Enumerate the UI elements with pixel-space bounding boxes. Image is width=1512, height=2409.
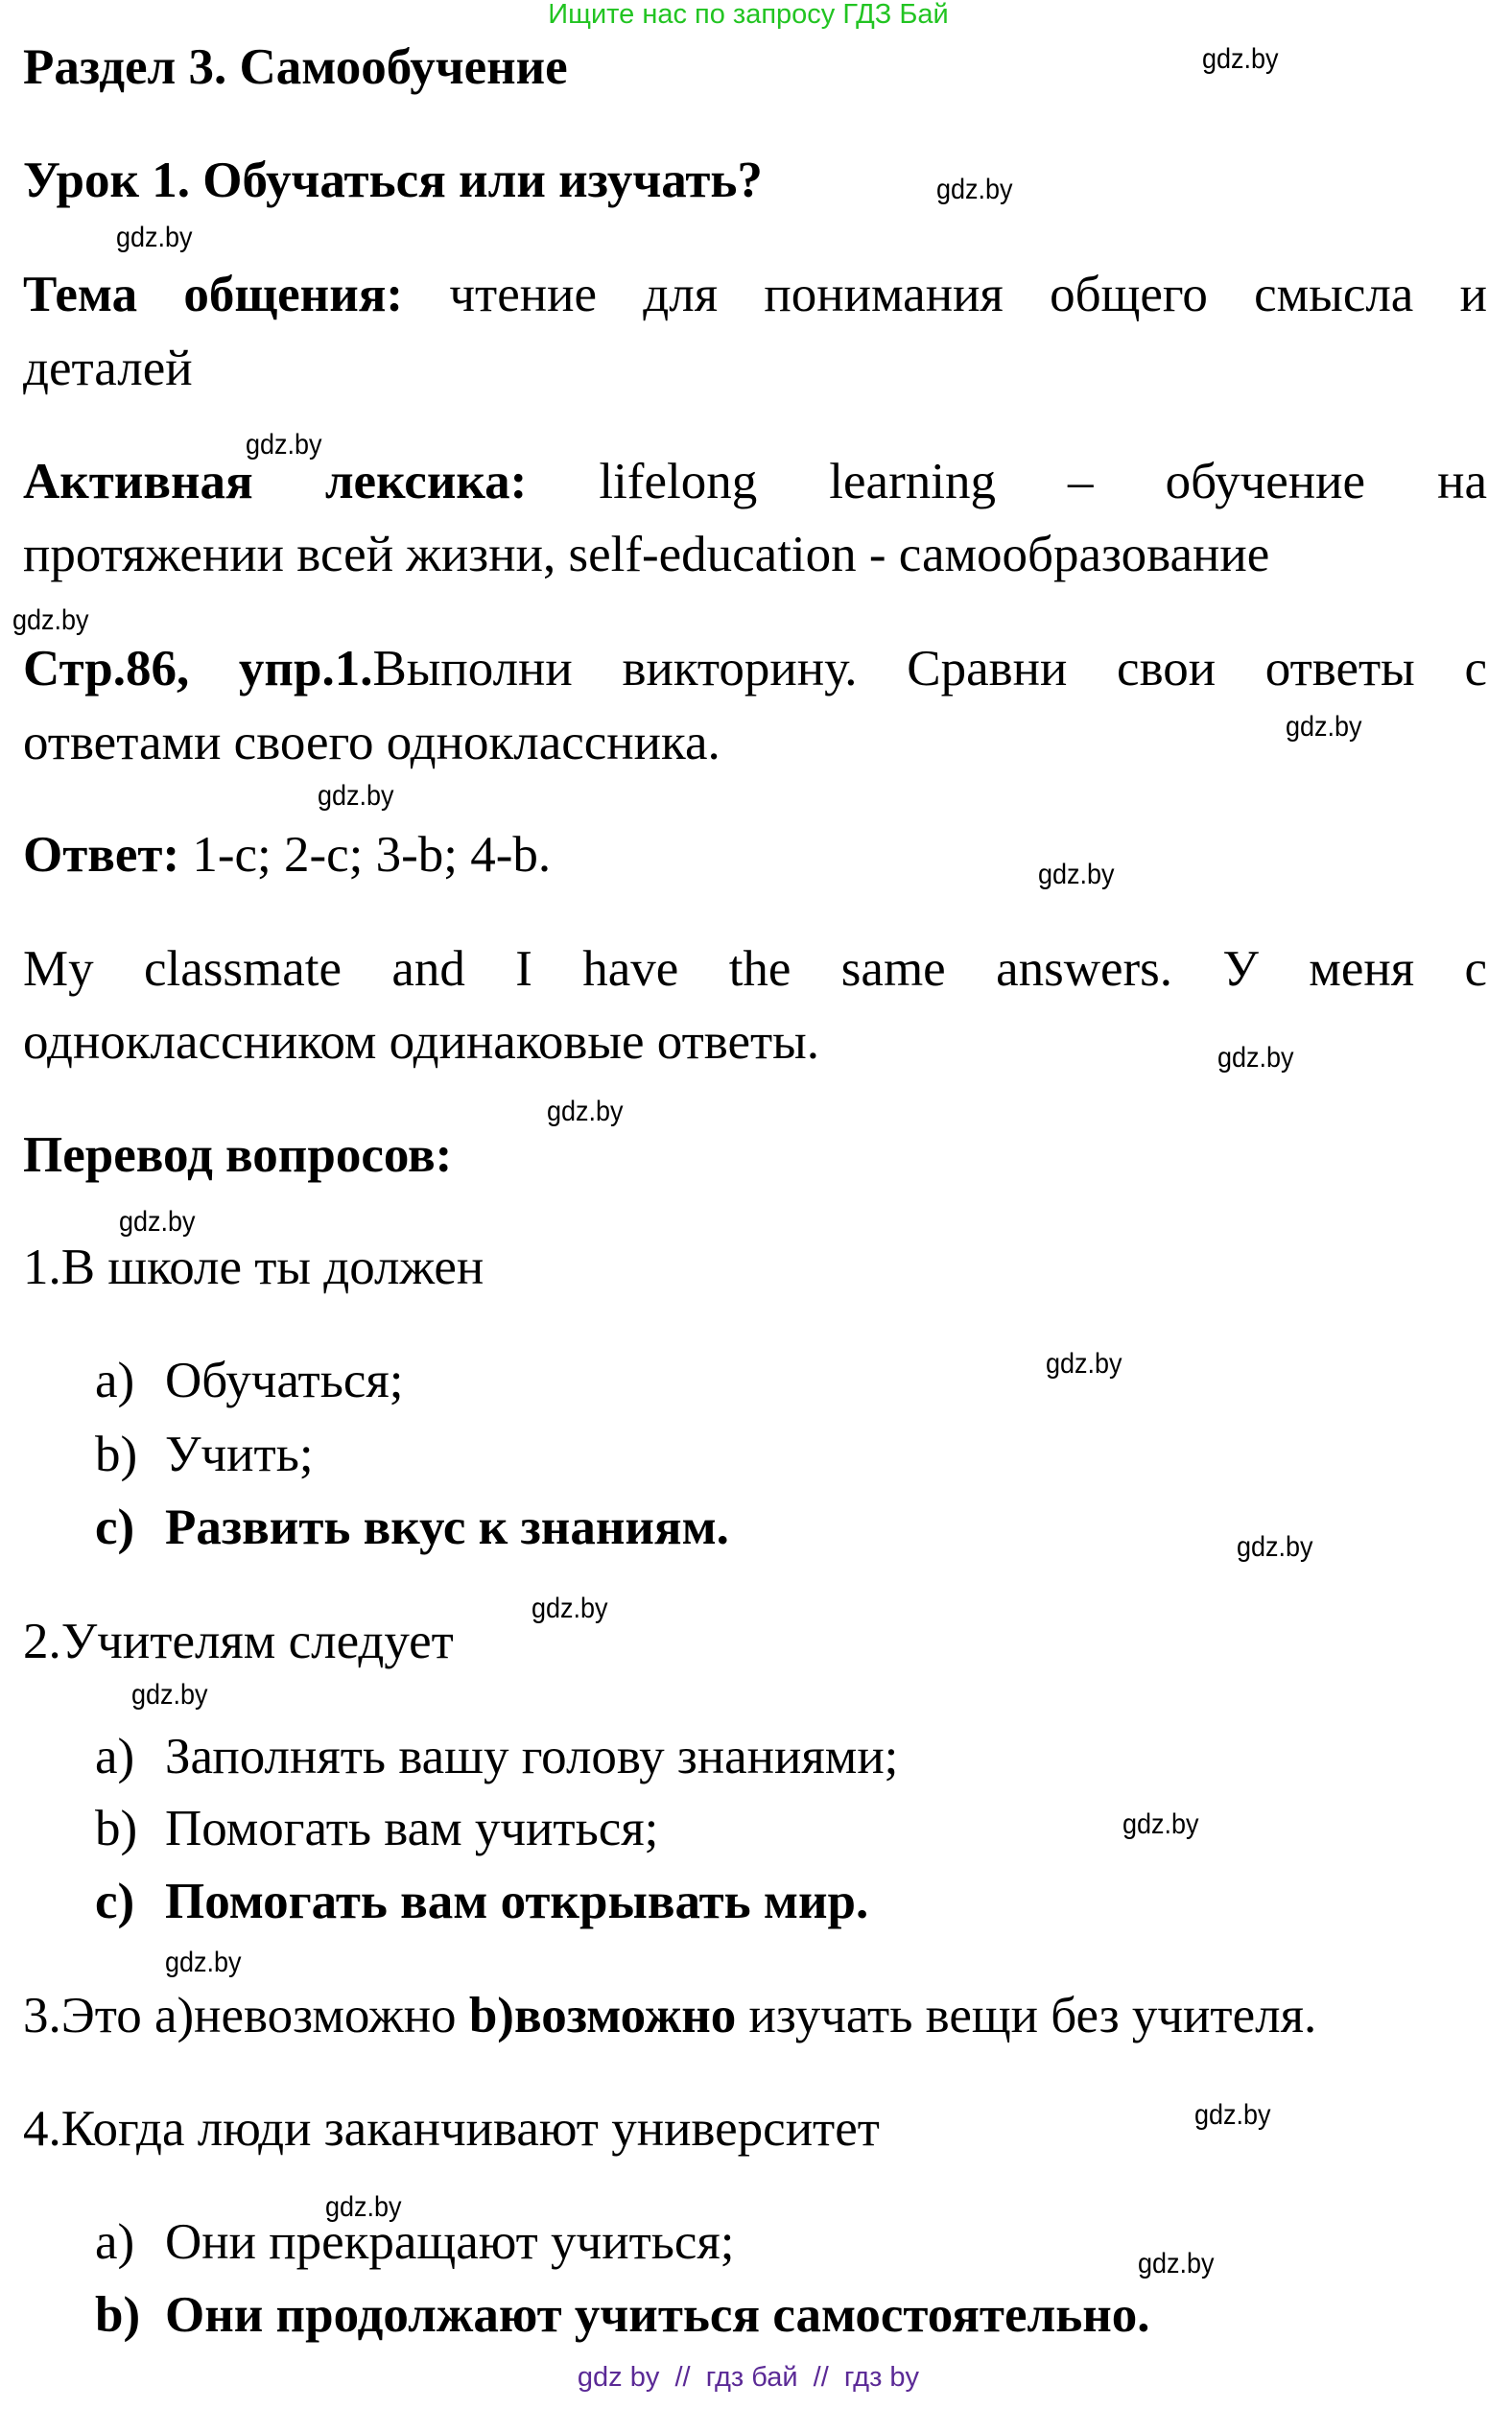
watermark: gdz.by	[936, 174, 1013, 205]
option-marker: a)	[95, 1353, 135, 1408]
watermark: gdz.by	[1122, 1808, 1199, 1840]
option-text: Развить вкус к знаниям.	[165, 1500, 729, 1555]
option-text: Помогать вам учиться;	[165, 1801, 659, 1856]
topic-label: Тема общения:	[23, 267, 404, 322]
vocab-line-2: протяжении всей жизни, self-education - самообразование	[23, 527, 1270, 582]
watermark: gdz.by	[1286, 711, 1362, 743]
lesson-title: Урок 1. Обучаться или изучать?	[23, 153, 763, 208]
watermark: gdz.by	[12, 604, 89, 636]
option-marker: a)	[95, 1729, 135, 1784]
option-text: Учить;	[165, 1427, 314, 1482]
watermark: gdz.by	[547, 1096, 624, 1127]
answer-text: 1-c; 2-c; 3-b; 4-b.	[179, 827, 552, 883]
vocab-text: lifelong learning – обучение на	[599, 454, 1488, 509]
option-text: Заполнять вашу голову знаниями;	[165, 1729, 899, 1784]
option-text: Они прекращают учиться;	[165, 2214, 735, 2270]
option-text: Помогать вам открывать мир.	[165, 1874, 869, 1929]
answer-label: Ответ:	[23, 827, 180, 883]
option-marker: b)	[95, 1427, 138, 1482]
question-2: 2.Учителям следует	[23, 1614, 454, 1669]
question-3-answer: b)возможно	[468, 1988, 737, 2043]
watermark: gdz.by	[1138, 2248, 1215, 2279]
answer-line	[23, 824, 551, 886]
option-marker: b)	[95, 1801, 138, 1856]
watermark: gdz.by	[532, 1593, 608, 1624]
question-3	[23, 1985, 1316, 2046]
vocab-line-1	[23, 451, 1487, 512]
topic-line-2: деталей	[23, 341, 193, 396]
watermark: gdz.by	[119, 1206, 196, 1238]
question-4: 4.Когда люди заканчивают университет	[23, 2101, 880, 2157]
question-3-end: изучать вещи без учителя.	[736, 1988, 1317, 2043]
watermark: gdz.by	[165, 1947, 242, 1978]
comment-line-2: одноклассником одинаковые ответы.	[23, 1014, 820, 1070]
watermark: gdz.by	[246, 429, 322, 461]
exercise-line-2: ответами своего одноклассника.	[23, 715, 721, 770]
footer-links: gdz by // гдз бай // гдз by	[577, 2362, 920, 2393]
watermark: gdz.by	[325, 2191, 402, 2223]
watermark: gdz.by	[1046, 1348, 1122, 1380]
option-text: Обучаться;	[165, 1353, 404, 1408]
topic-text: чтение для понимания общего смысла и	[449, 267, 1488, 322]
translation-heading: Перевод вопросов:	[23, 1127, 453, 1183]
option-marker: b)	[95, 2287, 141, 2343]
question-1: 1.В школе ты должен	[23, 1240, 484, 1295]
section-title: Раздел 3. Самообучение	[23, 39, 568, 95]
watermark: gdz.by	[116, 222, 193, 253]
option-marker: a)	[95, 2214, 135, 2270]
option-marker: c)	[95, 1500, 135, 1555]
exercise-line-1	[23, 638, 1487, 699]
option-text: Они продолжают учиться самостоятельно.	[165, 2287, 1150, 2343]
watermark: gdz.by	[1237, 1531, 1313, 1563]
comment-line-1: My classmate and I have the same answers. У меня с	[23, 941, 1487, 997]
watermark: gdz.by	[1038, 859, 1115, 890]
topic-line-1	[23, 264, 1487, 325]
watermark: gdz.by	[131, 1679, 208, 1711]
watermark: gdz.by	[318, 780, 394, 812]
question-3-start: 3.Это а)невозможно	[23, 1988, 469, 2043]
exercise-label: Стр.86, упр.1.	[23, 641, 373, 697]
vocab-label: Активная лексика:	[23, 454, 528, 509]
search-banner: Ищите нас по запросу ГДЗ Бай	[548, 0, 949, 30]
watermark: gdz.by	[1202, 43, 1279, 75]
watermark: gdz.by	[1194, 2099, 1271, 2131]
exercise-text: Выполни викторину. Сравни свои ответы с	[372, 641, 1488, 697]
option-marker: c)	[95, 1874, 135, 1929]
watermark: gdz.by	[1217, 1042, 1294, 1074]
